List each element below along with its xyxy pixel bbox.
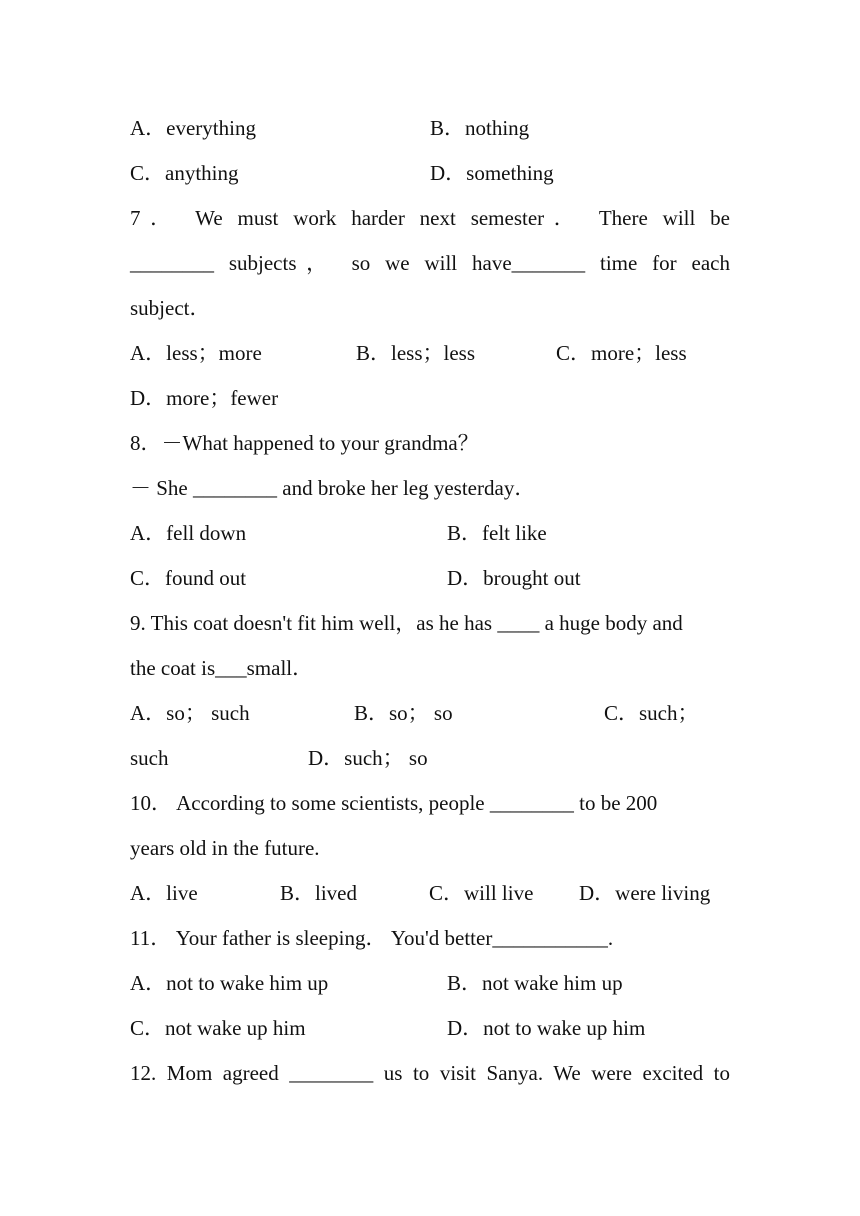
q11-option-a: A．not to wake him up <box>130 971 329 995</box>
q7-option-c: C．more；less <box>556 341 687 365</box>
q9-options-row-2 <box>130 743 730 773</box>
q9-option-d: D．such； so <box>308 746 428 770</box>
q7-stem-line-2: ________ subjects， so we will have_______ time for each <box>130 251 730 275</box>
q8-options-row-1 <box>130 518 730 548</box>
q7-options-row-1 <box>130 338 730 368</box>
q9-stem-line-2: the coat is___small． <box>130 656 314 680</box>
q8-option-c: C．found out <box>130 566 247 590</box>
q10-options-row <box>130 878 730 908</box>
q9-stem-line-1: 9. This coat doesn't fit him well，as he has ____ a huge body and <box>130 611 683 635</box>
q9-option-a: A．so； such <box>130 701 250 725</box>
q8-stem-line-1: 8．－What happened to your grandma？ <box>130 431 479 455</box>
q8-option-a: A．fell down <box>130 521 247 545</box>
q11-option-b: B．not wake him up <box>447 971 623 995</box>
q6-option-c: C．anything <box>130 161 239 185</box>
q9-option-c-continued: such <box>130 746 169 770</box>
q8-option-b: B．felt like <box>447 521 547 545</box>
q6-option-b: B．nothing <box>430 116 530 140</box>
q10-stem-line-1: 10． According to some scientists, people ________ to be 200 <box>130 791 658 815</box>
q7-stem-line-1: 7． We must work harder next semester． There will be <box>130 206 730 230</box>
q7-option-a: A．less；more <box>130 341 262 365</box>
q10-option-c: C．will live <box>429 881 534 905</box>
q7-option-b: B．less；less <box>356 341 476 365</box>
q10-option-d: D．were living <box>579 881 711 905</box>
q6-options-row-2 <box>130 158 730 188</box>
q8-option-d: D．brought out <box>447 566 581 590</box>
q11-options-row-1 <box>130 968 730 998</box>
q6-option-a: A．everything <box>130 116 256 140</box>
q6-options-row-1 <box>130 113 730 143</box>
q12-stem-line-1: 12. Mom agreed ________ us to visit Sanya. We were excited to <box>130 1061 730 1085</box>
q9-option-b: B．so； so <box>354 701 453 725</box>
q8-options-row-2 <box>130 563 730 593</box>
q11-options-row-2 <box>130 1013 730 1043</box>
q11-option-c: C．not wake up him <box>130 1016 306 1040</box>
q8-stem-line-2: － She ________ and broke her leg yesterday． <box>130 476 536 500</box>
q7-options-row-2 <box>130 383 730 413</box>
q11-stem-line-1: 11． Your father is sleeping． You'd better___________. <box>130 926 614 950</box>
q9-option-c: C．such； <box>604 701 699 725</box>
q10-stem-line-2: years old in the future. <box>130 836 320 860</box>
q9-options-row-1 <box>130 698 730 728</box>
q7-stem-line-3: subject． <box>130 296 211 320</box>
q6-option-d: D．something <box>430 161 554 185</box>
q11-option-d: D．not to wake up him <box>447 1016 646 1040</box>
q10-option-b: B．lived <box>280 881 357 905</box>
q10-option-a: A．live <box>130 881 198 905</box>
q7-option-d: D．more；fewer <box>130 386 279 410</box>
